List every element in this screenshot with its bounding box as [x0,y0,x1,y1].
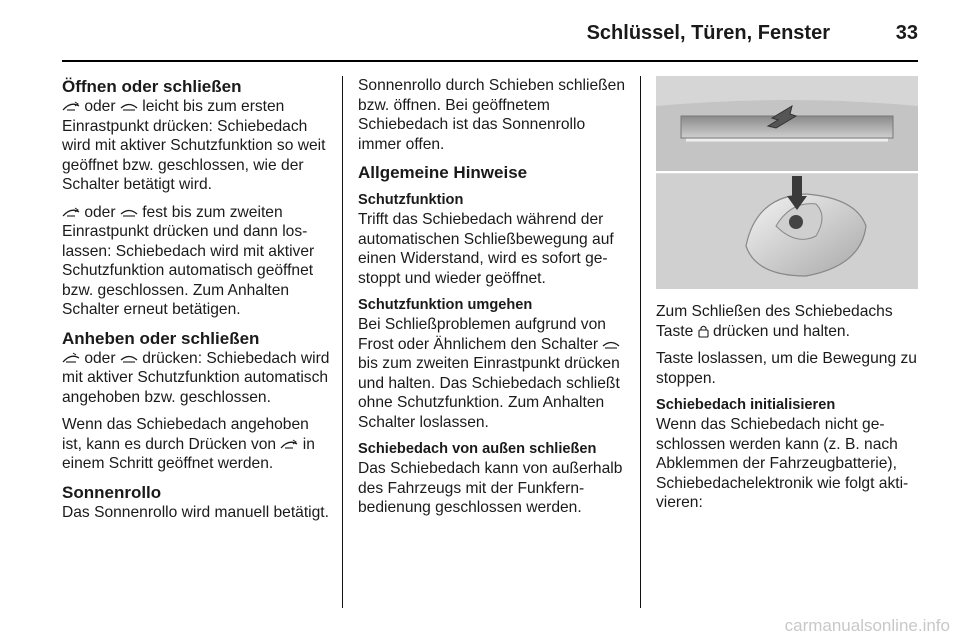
sunroof-close-icon [120,352,138,364]
header-rule [62,60,918,62]
paragraph: oder drücken: Schiebedach wird mit aktiver Schutzfunktion automatisch angehoben bzw. geschlossen. [62,349,330,406]
chapter-title: Schlüssel, Türen, Fenster [586,22,830,44]
column-1 [62,76,330,530]
paragraph: Zum Schließen des Schiebedachs Taste drücken und halten. [656,303,893,340]
sunroof-close-icon [120,100,138,112]
heading-hinweise: Allgemeine Hinweise [358,163,528,182]
column-2 [358,76,626,526]
paragraph: Bei Schließproblemen aufgrund von Frost oder Ähnlichem den Schalter bis zum zweiten Einrastpunkt drücken und halten. Das Schiebedach schließt ohne Schutzfunktion. Zum Anhalten Schalter loslassen. [358,316,620,431]
paragraph: Sonnenrollo durch Schieben schließen bzw. öffnen. Bei geöffnetem Schiebedach ist das Sonnenrollo immer offen. [358,77,625,153]
paragraph: oder leicht bis zum ersten Einrastpunkt drücken: Schiebedach wird mit aktiver Schutzfunktion so weit geöffnet bzw. geschlossen, wie der Schalter betätigt wird. [62,98,326,193]
sunroof-key-illustration [656,76,918,289]
paragraph: Das Sonnenrollo wird manuell betätigt. [62,503,329,521]
heading-schutzfunktion: Schutzfunktion [358,192,464,208]
paragraph: Wenn das Schiebedach angehoben ist, kann es durch Drücken von in einem Schritt geöffnet werden. [62,416,315,472]
paragraph: Trifft das Schiebedach während der automatischen Schließbewegung auf einen Widerstand, wird es sofort gestoppt und wieder geöffnet. [358,211,614,287]
sunroof-tilt-icon [62,352,80,364]
heading-initialisieren: Schiebedach initialisieren [656,397,836,413]
sunroof-open-icon [280,438,298,450]
heading-sonnenrollo: Sonnenrollo [62,482,162,502]
paragraph: Das Schiebedach kann von außerhalb des Fahrzeugs mit der Funkfernbedienung geschlossen werden. [358,460,623,516]
illustration-svg [656,76,918,289]
paragraph: Taste loslassen, um die Bewegung zu stoppen. [656,350,917,387]
sunroof-open-icon [62,206,80,218]
heading-schutzfunktion-umgehen: Schutzfunktion umgehen [358,297,533,313]
sunroof-close-icon [602,338,620,350]
sunroof-close-icon [120,206,138,218]
heading-von-aussen: Schiebedach von außen schließen [358,441,597,457]
heading-oeffnen: Öffnen oder schließen [62,77,242,96]
column-divider [640,76,641,608]
sunroof-open-icon [62,100,80,112]
lock-button-icon [698,324,709,338]
watermark: carmanualsonline.info [784,616,950,635]
paragraph: oder fest bis zum zweiten Einrastpunkt drücken und dann loslassen: Schiebedach wird mit aktiver Schutzfunktion automatisch geöffnet bzw. geschlossen. Zum Anhalten Schalter erneut betätigen. [62,203,315,318]
heading-anheben: Anheben oder schließen [62,328,260,348]
column-3 [656,302,920,521]
column-divider [342,76,343,608]
paragraph: Wenn das Schiebedach nicht geschlossen werden kann (z. B. nach Abklemmen der Fahrzeugbatterie), Schiebedachelektronik wie folgt aktivieren: [656,416,909,511]
page-number: 33 [895,22,918,44]
